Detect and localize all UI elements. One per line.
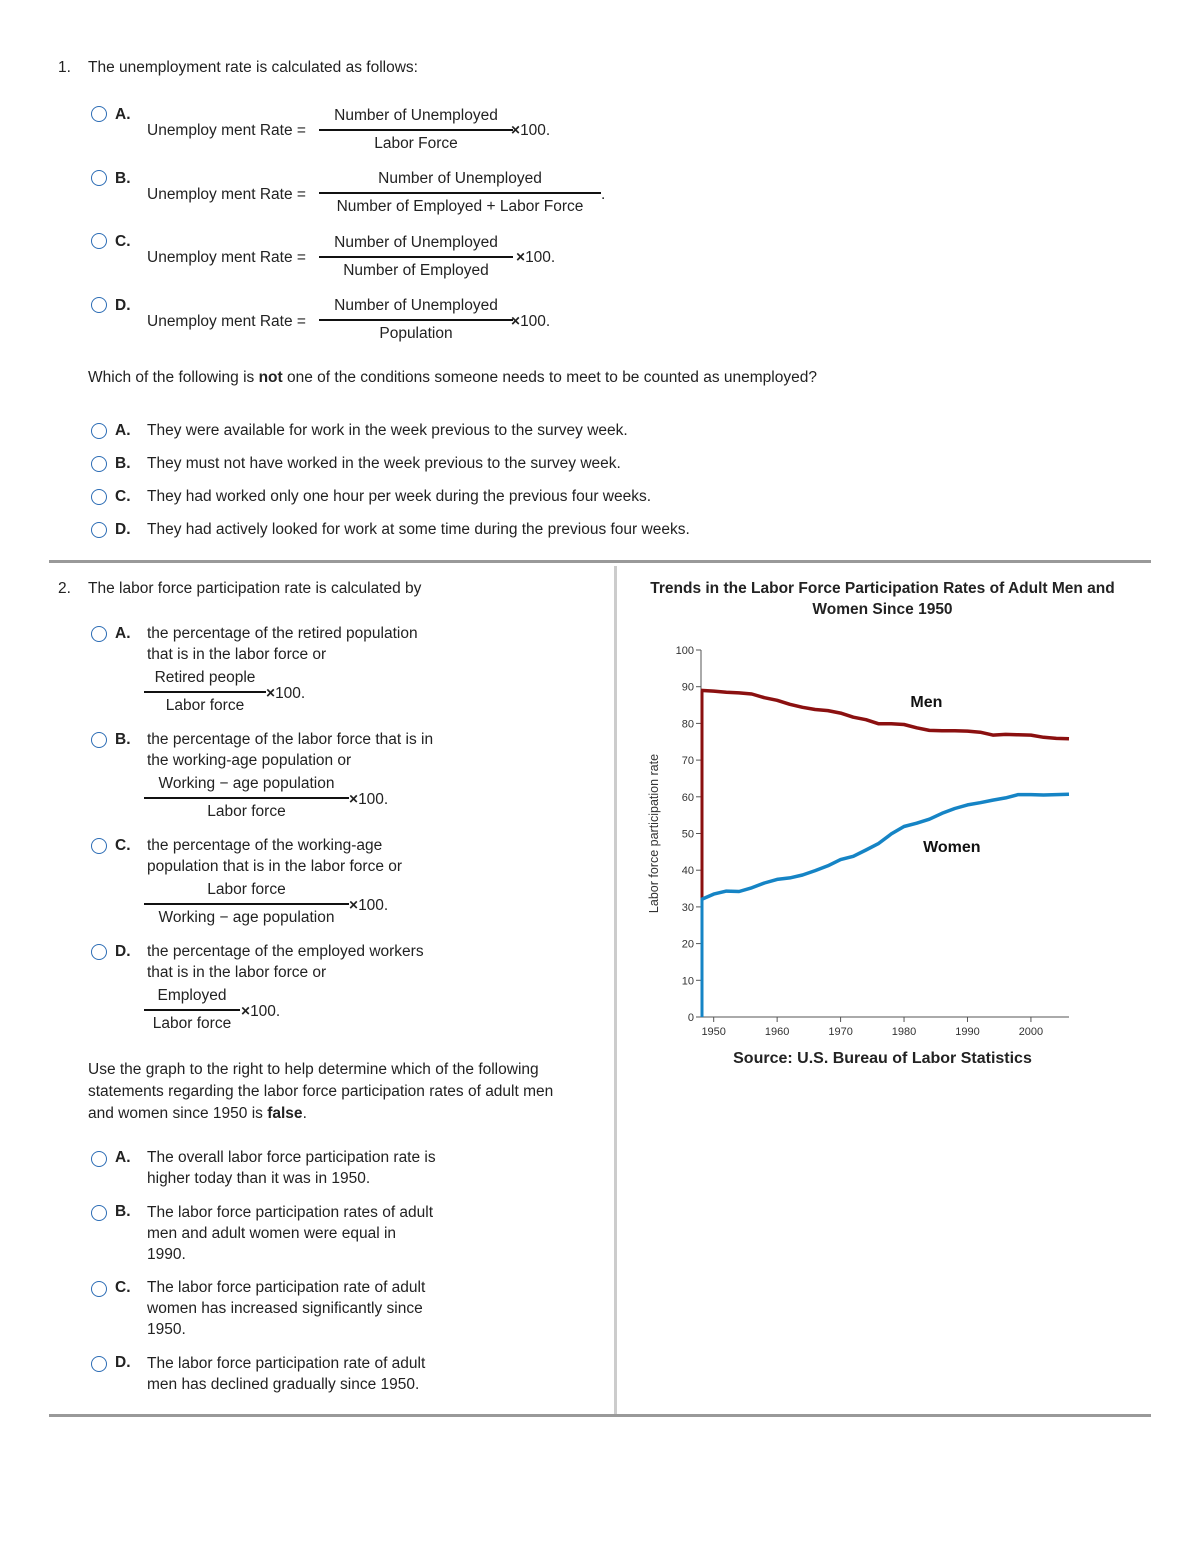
multiplier: ×100. [241,1003,281,1020]
multiplier: ×100. [516,249,556,266]
y-tick-label: 70 [681,755,694,768]
radio-button[interactable] [91,838,107,854]
statement-line: The labor force participation rate of adult [147,1355,426,1372]
radio-button[interactable] [91,1151,107,1167]
times-icon: × [349,897,359,914]
chart-title: Trends in the Labor Force Participation Rates of Adult Men and Women Since 1950 [650,580,1115,618]
denominator: Population [379,325,453,342]
numerator: Retired people [154,669,256,686]
formula-lhs: Unemploy ment Rate = [147,313,306,330]
option-letter: D. [115,1354,131,1371]
multiplier: ×100. [511,122,551,139]
question-2-prompt: The labor force participation rate is calculated by [88,580,422,597]
y-tick-label: 100 [675,645,694,657]
fraction-bar [319,192,601,194]
fraction-bar [144,1009,240,1011]
x-tick-label: 2000 [1018,1026,1044,1038]
statement-line: higher today than it was in 1950. [147,1170,371,1187]
x-tick-label: 1970 [828,1026,853,1038]
option-letter: B. [115,170,131,187]
denominator: Labor force [207,803,286,820]
series-annotation: Women [923,838,981,856]
fraction [319,296,513,344]
denominator: Number of Employed [343,262,489,279]
radio-button[interactable] [91,456,107,472]
y-tick-label: 40 [681,865,694,878]
numerator: Labor force [207,881,286,898]
option-line-1: the percentage of the labor force that is in [147,731,434,748]
y-tick-label: 80 [681,718,694,731]
option-line-1: the percentage of the working-age [147,837,383,854]
radio-button[interactable] [91,1281,107,1297]
option-letter: B. [115,731,131,748]
section-divider [49,1414,1151,1417]
y-tick-label: 20 [681,938,694,951]
y-tick-label: 60 [681,791,694,804]
column-divider [614,566,617,1414]
multiplier: ×100. [349,791,389,808]
formula-lhs: Unemploy ment Rate = [147,122,306,139]
fraction [144,774,349,822]
option-line-2: the working-age population or [147,752,352,769]
statement-line: The overall labor force participation rate is [147,1149,436,1166]
times-icon: × [266,685,276,702]
denominator: Labor force [165,697,245,714]
radio-button[interactable] [91,233,107,249]
denominator: Labor Force [374,135,458,152]
fraction [144,986,240,1034]
y-tick-label: 30 [681,901,694,914]
y-tick-label: 10 [681,975,694,988]
option-letter: A. [115,625,131,642]
fraction [319,233,513,281]
option-letter: D. [115,943,131,960]
radio-button[interactable] [91,1356,107,1372]
option-letter: C. [115,1279,131,1296]
fraction [319,106,513,154]
option-letter: B. [115,1203,131,1220]
formula-lhs: Unemploy ment Rate = [147,249,306,266]
option-text: They had worked only one hour per week during the previous four weeks. [147,488,652,505]
option-letter: C. [115,488,131,505]
option-letter: D. [115,521,131,538]
denominator: Labor force [152,1015,232,1032]
fraction-bar [144,691,266,693]
x-tick-label: 1990 [955,1026,980,1038]
fraction-bar [144,903,349,905]
question-2-number: 2. [58,580,71,597]
times-icon: × [241,1003,251,1020]
radio-button[interactable] [91,297,107,313]
numerator: Number of Unemployed [334,107,498,124]
radio-button[interactable] [91,522,107,538]
numerator: Number of Unemployed [378,170,542,187]
multiplier: ×100. [349,897,389,914]
statement-line: 1950. [147,1321,186,1338]
option-line-1: the percentage of the retired population [147,625,418,642]
statement-line: men and adult women were equal in [147,1225,397,1242]
radio-button[interactable] [91,106,107,122]
fraction [144,668,266,716]
denominator: Number of Employed + Labor Force [336,198,584,215]
fraction-bar [319,319,513,321]
formula-lhs: Unemploy ment Rate = [147,186,306,203]
radio-button[interactable] [91,944,107,960]
question-1-followup-prompt: Which of the following is not one of the conditions someone needs to meet to be counted as unemployed? [88,369,817,386]
option-letter: A. [115,106,131,123]
question-1-number: 1. [58,59,71,76]
radio-button[interactable] [91,489,107,505]
times-icon: × [349,791,359,808]
fraction-bar [144,797,349,799]
fraction-bar [319,129,513,131]
statement-line: The labor force participation rate of adult [147,1279,426,1296]
series-line-women [701,794,1069,899]
fraction [319,169,601,217]
times-icon: × [511,313,521,330]
x-tick-label: 1980 [891,1026,917,1038]
times-icon: × [516,249,526,266]
option-letter: C. [115,233,131,250]
graph-question-prompt: Use the graph to the right to help determine which of the following statements regarding the labor force participation rates of adult men and women since 1950 is false. [88,1061,554,1122]
times-icon: × [511,122,521,139]
option-line-2: that is in the labor force or [147,964,327,981]
chart-source: Source: U.S. Bureau of Labor Statistics [733,1050,1032,1067]
numerator: Number of Unemployed [334,234,498,251]
option-text: They must not have worked in the week previous to the survey week. [147,455,621,472]
fraction [144,880,349,928]
numerator: Working − age population [158,775,335,792]
option-text: They had actively looked for work at some time during the previous four weeks. [147,521,690,538]
radio-button[interactable] [91,423,107,439]
option-letter: A. [115,422,131,439]
numerator: Employed [157,987,227,1004]
option-letter: C. [115,837,131,854]
radio-button[interactable] [91,732,107,748]
series-annotation: Men [910,693,943,711]
y-tick-label: 90 [681,681,694,694]
radio-button[interactable] [91,170,107,186]
fraction-bar [319,256,513,258]
statement-line: women has increased significantly since [147,1300,423,1317]
option-line-1: the percentage of the employed workers [147,943,424,960]
radio-button[interactable] [91,1205,107,1221]
option-letter: A. [115,1149,131,1166]
labor-force-chart [620,630,1160,1050]
statement-line: men has declined gradually since 1950. [147,1376,420,1393]
option-line-2: that is in the labor force or [147,646,327,663]
option-letter: B. [115,455,131,472]
x-tick-label: 1950 [701,1026,726,1038]
y-axis-label: Labor force participation rate [647,753,661,914]
multiplier: ×100. [266,685,306,702]
statement-line: 1990. [147,1246,186,1263]
option-letter: D. [115,297,131,314]
numerator: Number of Unemployed [334,297,498,314]
radio-button[interactable] [91,626,107,642]
y-tick-label: 50 [681,828,694,841]
question-1-prompt: The unemployment rate is calculated as follows: [88,59,418,76]
x-tick-label: 1960 [764,1026,790,1038]
section-divider [49,560,1151,563]
y-tick-label: 0 [687,1012,694,1024]
statement-line: The labor force participation rates of adult [147,1204,434,1221]
series-line-men [701,690,1069,738]
option-line-2: population that is in the labor force or [147,858,403,875]
formula-suffix: . [601,186,606,203]
multiplier: ×100. [511,313,551,330]
denominator: Working − age population [158,909,335,926]
option-text: They were available for work in the week previous to the survey week. [147,422,628,439]
